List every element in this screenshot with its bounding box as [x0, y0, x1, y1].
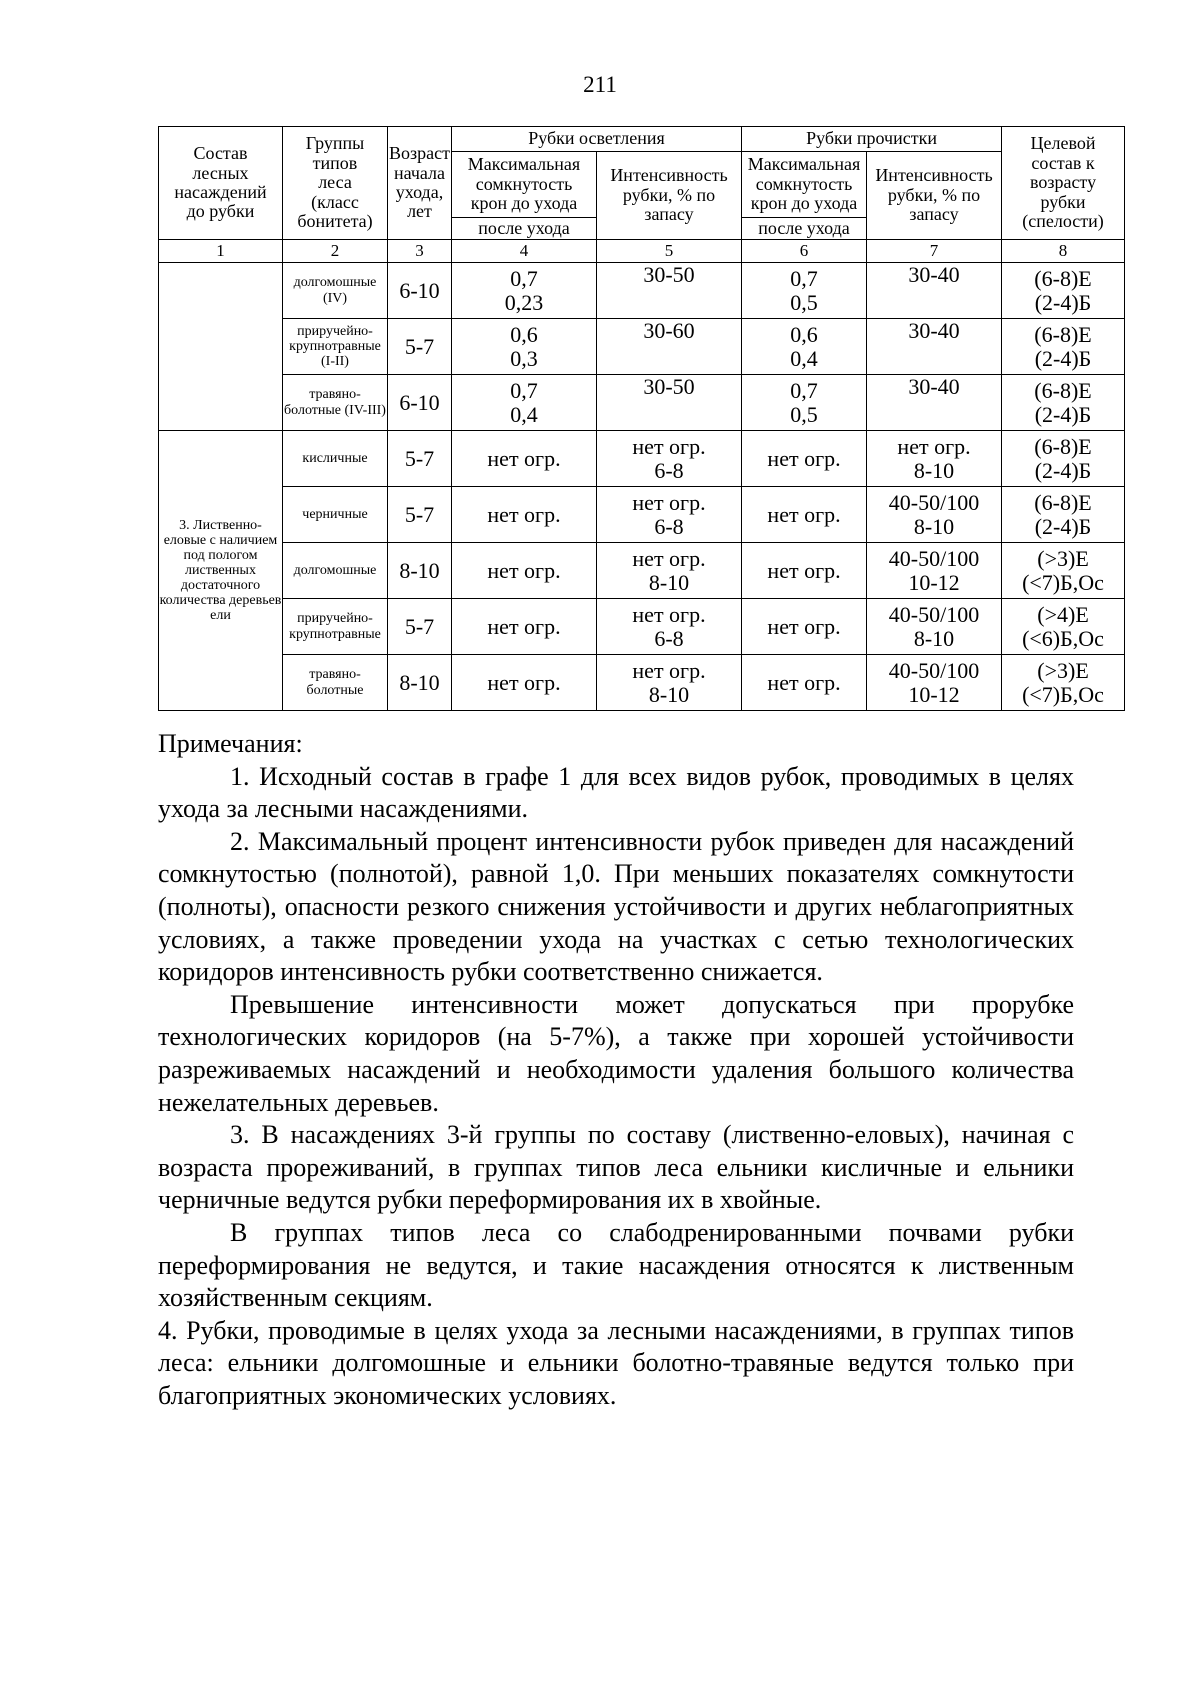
column-numbers-row: [159, 240, 1125, 263]
target-cell: (6-8)Е (2-4)Б: [1002, 431, 1125, 487]
closure-cleaning-cell: 0,7 0,5: [742, 263, 867, 319]
forest-type-cell: приручейно-крупнотравные (I-II): [283, 319, 388, 375]
age-cell: 5-7: [388, 319, 452, 375]
table-row: [159, 487, 1125, 543]
closure-cleaning-cell: нет огр.: [742, 599, 867, 655]
intensity-clearing-cell: 30-60: [597, 319, 742, 375]
forest-type-cell: кисличные: [283, 431, 388, 487]
table-row: [159, 375, 1125, 431]
forest-care-table: [158, 126, 1125, 711]
note-paragraph: 3. В насаждениях 3-й группы по составу (лиственно-еловых), начиная с возраста прореживаний, в группах типов леса ельники кисличные и ельники черничные ведутся рубки переформирования их в хвойные.: [158, 1120, 1074, 1215]
target-cell: (>3)Е (<7)Б,Ос: [1002, 543, 1125, 599]
header-after-care-cleaning: после ухода: [742, 218, 867, 240]
table-row: [159, 599, 1125, 655]
intensity-cleaning-cell: 40-50/100 8-10: [867, 599, 1002, 655]
intensity-cleaning-cell: 40-50/100 8-10: [867, 487, 1002, 543]
notes-title: Примечания:: [158, 729, 303, 758]
age-cell: 5-7: [388, 599, 452, 655]
intensity-cleaning-cell: 30-40: [867, 263, 1002, 319]
composition-cell-group3: 3. Лиственно-еловые с наличием под пологом лиственных достаточного количества деревьев ели: [159, 431, 283, 711]
intensity-cleaning-cell: 30-40: [867, 375, 1002, 431]
col-number: 6: [742, 240, 867, 263]
col-number: 1: [159, 240, 283, 263]
target-cell: (>4)Е (<6)Б,Ос: [1002, 599, 1125, 655]
composition-cell-empty: [159, 263, 283, 431]
age-cell: 6-10: [388, 375, 452, 431]
header-after-care-clearing: после ухода: [452, 218, 597, 240]
col-number: 7: [867, 240, 1002, 263]
notes-section: [158, 728, 1074, 1412]
col-number: 8: [1002, 240, 1125, 263]
header-forest-type-group: Группы типов леса (класс бонитета): [283, 127, 388, 240]
col-number: 5: [597, 240, 742, 263]
closure-clearing-cell: нет огр.: [452, 431, 597, 487]
forest-type-cell: черничные: [283, 487, 388, 543]
target-cell: (6-8)Е (2-4)Б: [1002, 375, 1125, 431]
target-cell: (6-8)Е (2-4)Б: [1002, 319, 1125, 375]
table-row: [159, 655, 1125, 711]
age-cell: 5-7: [388, 431, 452, 487]
forest-type-cell: травяно-болотные: [283, 655, 388, 711]
intensity-clearing-cell: нет огр. 8-10: [597, 655, 742, 711]
header-start-age: Возраст начала ухода, лет: [388, 127, 452, 240]
header-group-clearing: Рубки осветления: [452, 127, 742, 152]
note-paragraph: 1. Исходный состав в графе 1 для всех видов рубок, проводимых в целях ухода за лесными насаждениями.: [158, 761, 1074, 824]
note-paragraph: 2. Максимальный процент интенсивности рубок приведен для насаждений сомкнутостью (полнотой), равной 1,0. При меньших показателях сомкнутости (полноты), опасности резкого снижения устойчивости и других неблагоприятных условиях, а также проведении ухода на участках с сетью технологических коридоров интенсивность рубки соответственно снижается.: [158, 826, 1074, 987]
closure-cleaning-cell: 0,6 0,4: [742, 319, 867, 375]
header-target-composition: Целевой состав к возрасту рубки (спелости): [1002, 127, 1125, 240]
intensity-clearing-cell: 30-50: [597, 375, 742, 431]
header-max-closure-cleaning: Максимальная сомкнутость крон до ухода: [742, 152, 867, 218]
intensity-clearing-cell: нет огр. 8-10: [597, 543, 742, 599]
age-cell: 5-7: [388, 487, 452, 543]
table-row: [159, 263, 1125, 319]
age-cell: 8-10: [388, 655, 452, 711]
page-number: 211: [583, 72, 617, 97]
header-composition: Состав лесных насаждений до рубки: [159, 127, 283, 240]
intensity-cleaning-cell: 40-50/100 10-12: [867, 655, 1002, 711]
intensity-cleaning-cell: 40-50/100 10-12: [867, 543, 1002, 599]
closure-clearing-cell: нет огр.: [452, 487, 597, 543]
col-number: 4: [452, 240, 597, 263]
forest-type-cell: долгомошные: [283, 543, 388, 599]
closure-cleaning-cell: нет огр.: [742, 431, 867, 487]
header-group-cleaning: Рубки прочистки: [742, 127, 1002, 152]
header-intensity-cleaning: Интенсивность рубки, % по запасу: [867, 152, 1002, 240]
closure-clearing-cell: нет огр.: [452, 599, 597, 655]
intensity-clearing-cell: нет огр. 6-8: [597, 431, 742, 487]
col-number: 2: [283, 240, 388, 263]
forest-type-cell: долгомошные (IV): [283, 263, 388, 319]
target-cell: (6-8)Е (2-4)Б: [1002, 263, 1125, 319]
forest-type-cell: приручейно-крупнотравные: [283, 599, 388, 655]
intensity-cleaning-cell: 30-40: [867, 319, 1002, 375]
closure-clearing-cell: 0,7 0,4: [452, 375, 597, 431]
forest-type-cell: травяно-болотные (IV-III): [283, 375, 388, 431]
table-row: [159, 543, 1125, 599]
closure-cleaning-cell: нет огр.: [742, 487, 867, 543]
header-intensity-clearing: Интенсивность рубки, % по запасу: [597, 152, 742, 240]
closure-clearing-cell: нет огр.: [452, 655, 597, 711]
closure-cleaning-cell: нет огр.: [742, 655, 867, 711]
closure-clearing-cell: нет огр.: [452, 543, 597, 599]
note-paragraph: 4. Рубки, проводимые в целях ухода за лесными насаждениями, в группах типов леса: ельники долгомошные и ельники болотно-травяные ведутся только при благоприятных экономических условиях.: [158, 1315, 1074, 1410]
target-cell: (>3)Е (<7)Б,Ос: [1002, 655, 1125, 711]
note-paragraph: В группах типов леса со слабодренированными почвами рубки переформирования не ведутся, и такие насаждения относятся к лиственным хозяйственным секциям.: [158, 1217, 1074, 1313]
closure-clearing-cell: 0,6 0,3: [452, 319, 597, 375]
closure-cleaning-cell: нет огр.: [742, 543, 867, 599]
intensity-cleaning-cell: нет огр. 8-10: [867, 431, 1002, 487]
col-number: 3: [388, 240, 452, 263]
target-cell: (6-8)Е (2-4)Б: [1002, 487, 1125, 543]
table-row: [159, 431, 1125, 487]
intensity-clearing-cell: 30-50: [597, 263, 742, 319]
table-row: [159, 319, 1125, 375]
intensity-clearing-cell: нет огр. 6-8: [597, 487, 742, 543]
header-max-closure-clearing: Максимальная сомкнутость крон до ухода: [452, 152, 597, 218]
age-cell: 8-10: [388, 543, 452, 599]
closure-clearing-cell: 0,7 0,23: [452, 263, 597, 319]
closure-cleaning-cell: 0,7 0,5: [742, 375, 867, 431]
note-paragraph: Превышение интенсивности может допускаться при прорубке технологических коридоров (на 5-7%), а также при хорошей устойчивости разреживаемых насаждений и необходимости удаления большого количества нежелательных деревьев.: [158, 989, 1074, 1117]
age-cell: 6-10: [388, 263, 452, 319]
intensity-clearing-cell: нет огр. 6-8: [597, 599, 742, 655]
